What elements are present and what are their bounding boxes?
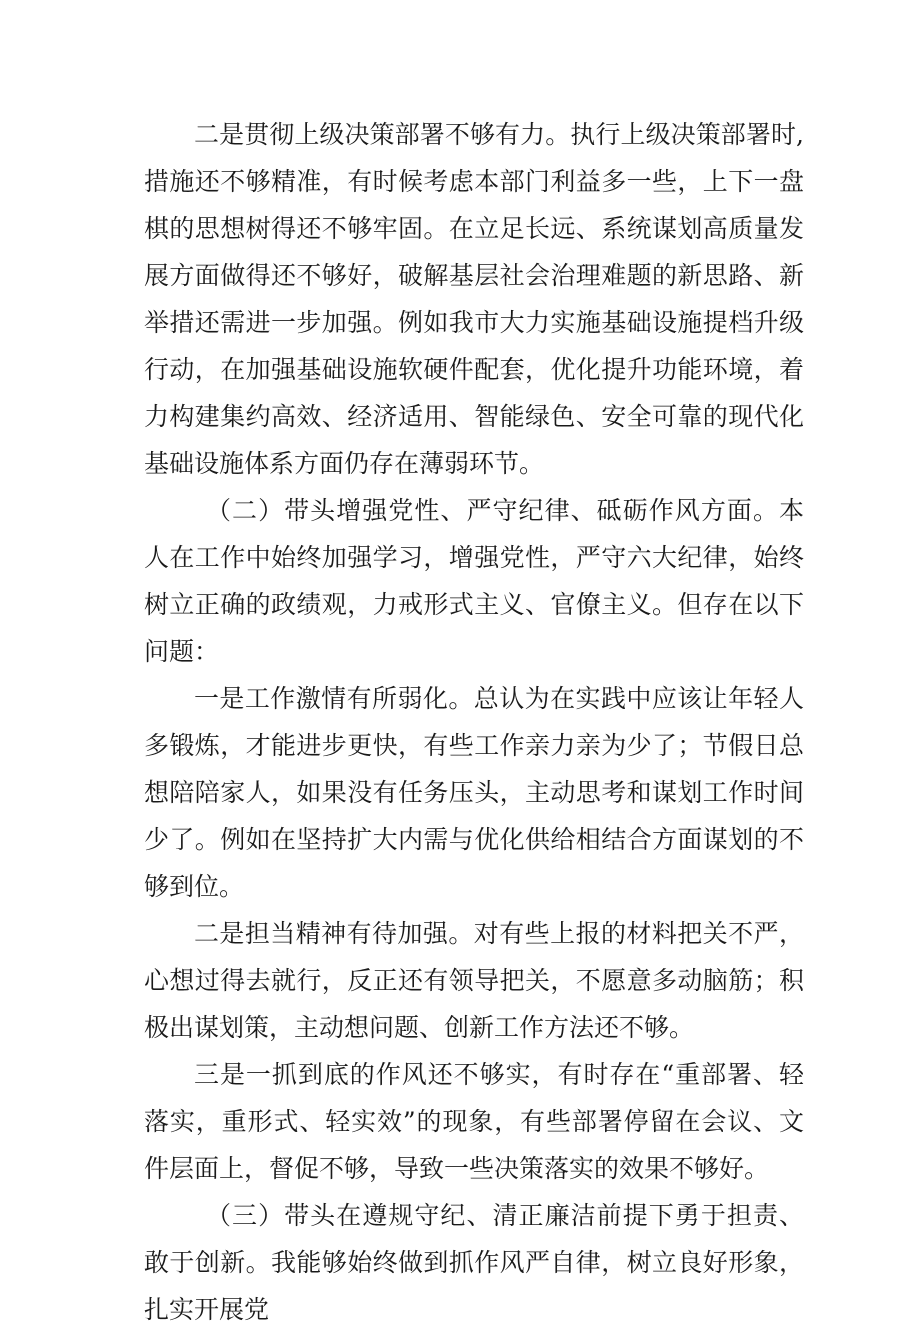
paragraph-implementation-issue: 二是贯彻上级决策部署不够有力。执行上级决策部署时,措施还不够精准，有时候考虑本部门利益多一些，上下一盘棋的思想树得还不够牢固。在立足长远、系统谋划高质量发展方面做得还不够好，破解基层社会治理难题的新思路、新举措还需进一步加强。例如我市大力实施基础设施提档升级行动，在加强基础设施软硬件配套，优化提升功能环境，着力构建集约高效、经济适用、智能绿色、安全可靠的现代化基础设施体系方面仍存在薄弱环节。 [144, 120, 804, 478]
paragraph-work-passion: 一是工作激情有所弱化。总认为在实践中应该让年轻人多锻炼，才能进步更快，有些工作亲力亲为少了；节假日总想陪陪家人，如果没有任务压头，主动思考和谋划工作时间少了。例如在坚持扩大内需与优化供给相结合方面谋划的不够到位。 [144, 684, 804, 901]
paragraph-work-style: 三是一抓到底的作风还不够实，有时存在“重部署、轻落实，重形式、轻实效”的现象，有些部署停留在会议、文件层面上，督促不够，导致一些决策落实的效果不够好。 [144, 1060, 804, 1183]
document-body [144, 111, 804, 1333]
paragraph-section-three-heading: （三）带头在遵规守纪、清正廉洁前提下勇于担责、敢于创新。我能够始终做到抓作风严自律，树立良好形象，扎实开展党 [144, 1201, 804, 1324]
paragraph-section-two-heading: （二）带头增强党性、严守纪律、砥砺作风方面。本人在工作中始终加强学习，增强党性，严守六大纪律，始终树立正确的政绩观，力戒形式主义、官僚主义。但存在以下问题： [144, 496, 804, 666]
paragraph-responsibility: 二是担当精神有待加强。对有些上报的材料把关不严，心想过得去就行，反正还有领导把关，不愿意多动脑筋；积极出谋划策，主动想问题、创新工作方法还不够。 [144, 919, 804, 1042]
